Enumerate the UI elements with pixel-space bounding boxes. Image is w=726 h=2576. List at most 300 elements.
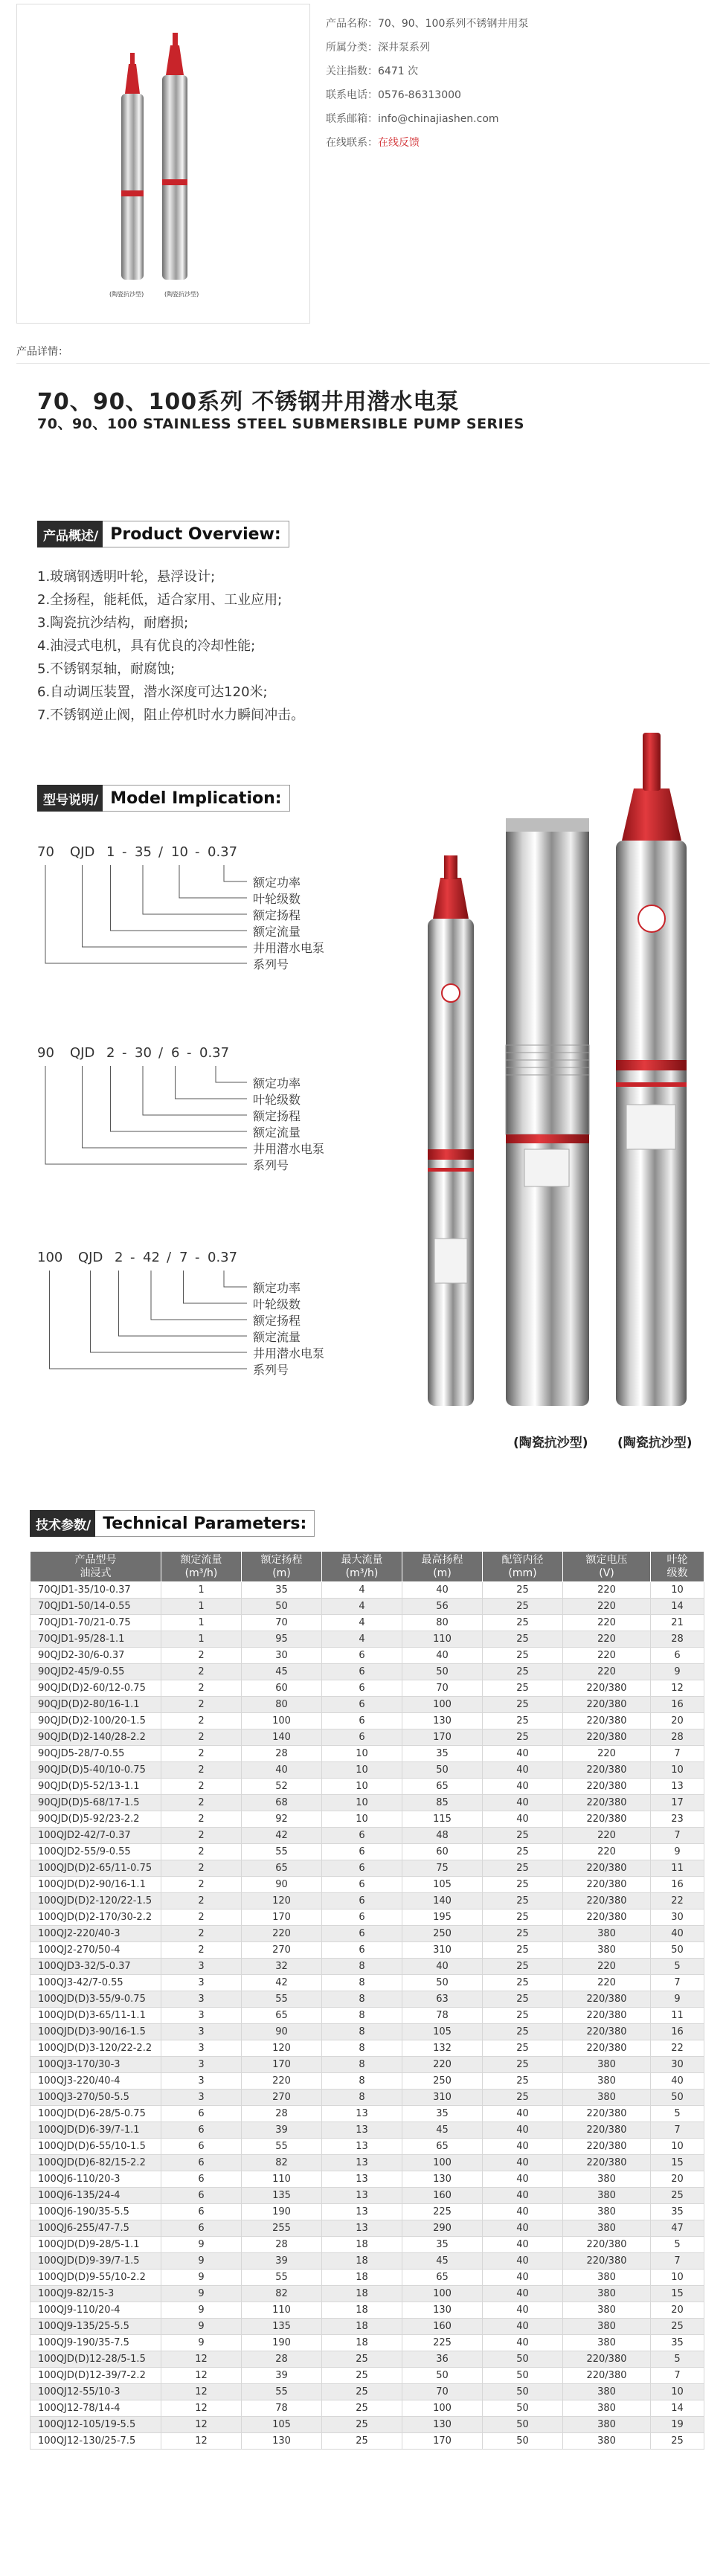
model-code-part: 7 xyxy=(179,1250,188,1265)
table-cell: 380 xyxy=(563,2400,651,2417)
table-cell: 220/380 xyxy=(563,1762,651,1779)
model-leader-lines xyxy=(37,844,424,993)
table-row xyxy=(30,1811,704,1828)
table-cell: 50 xyxy=(402,2368,483,2384)
table-cell: 380 xyxy=(563,2057,651,2073)
leader-line xyxy=(91,1271,248,1352)
table-cell: 132 xyxy=(402,2040,483,2057)
model-label: 额定流量 xyxy=(253,1330,301,1344)
model-code-part: / xyxy=(158,844,164,860)
table-cell: 65 xyxy=(402,2139,483,2155)
table-cell: 18 xyxy=(322,2335,402,2351)
table-cell: 55 xyxy=(242,2139,322,2155)
table-cell: 1 xyxy=(161,1631,242,1648)
model-code-part: QJD xyxy=(70,844,95,860)
table-cell: 7 xyxy=(651,2253,704,2270)
table-cell: 40 xyxy=(483,1795,563,1811)
table-cell: 25 xyxy=(483,1631,563,1648)
model-label: 系列号 xyxy=(253,1363,289,1377)
model-label: 叶轮级数 xyxy=(253,892,301,906)
table-row xyxy=(30,2204,704,2220)
table-cell: 220/380 xyxy=(563,2253,651,2270)
table-cell: 6 xyxy=(322,1828,402,1844)
table-cell: 2 xyxy=(161,1844,242,1860)
table-cell: 40 xyxy=(483,1779,563,1795)
table-cell: 380 xyxy=(563,1942,651,1959)
table-cell: 82 xyxy=(242,2286,322,2302)
table-cell: 220/380 xyxy=(563,1713,651,1729)
table-cell: 85 xyxy=(402,1795,483,1811)
table-cell: 18 xyxy=(322,2237,402,2253)
table-cell: 7 xyxy=(651,2368,704,2384)
table-cell: 380 xyxy=(563,2384,651,2400)
model-label: 系列号 xyxy=(253,1158,289,1172)
table-cell: 8 xyxy=(322,2057,402,2073)
table-cell: 40 xyxy=(483,2188,563,2204)
table-cell: 220/380 xyxy=(563,1893,651,1909)
table-cell: 220 xyxy=(563,1844,651,1860)
table-cell: 310 xyxy=(402,1942,483,1959)
table-cell: 250 xyxy=(402,2073,483,2090)
table-row xyxy=(30,2302,704,2319)
leader-line xyxy=(83,865,248,947)
table-cell: 23 xyxy=(651,1811,704,1828)
table-cell: 90QJD(D)2-60/12-0.75 xyxy=(30,1680,161,1697)
table-row xyxy=(30,2368,704,2384)
table-cell: 195 xyxy=(402,1909,483,1926)
table-cell: 78 xyxy=(402,2008,483,2024)
table-cell: 130 xyxy=(242,2433,322,2450)
table-cell: 1 xyxy=(161,1615,242,1631)
table-cell: 25 xyxy=(651,2433,704,2450)
page-title: 70、90、100系列 不锈钢井用潜水电泵 xyxy=(37,389,460,415)
model-label: 额定功率 xyxy=(253,876,301,890)
table-cell: 170 xyxy=(402,1729,483,1746)
table-cell: 9 xyxy=(161,2253,242,2270)
model-code-part: 90 xyxy=(37,1045,54,1061)
table-row xyxy=(30,1860,704,1877)
model-code-part: 10 xyxy=(171,844,188,860)
table-cell: 25 xyxy=(483,1942,563,1959)
table-cell: 100QJ12-78/14-4 xyxy=(30,2400,161,2417)
table-cell: 6 xyxy=(322,1926,402,1942)
table-header-cell: 最高扬程 (m) xyxy=(402,1552,483,1582)
table-row xyxy=(30,1959,704,1975)
table-cell: 45 xyxy=(402,2122,483,2139)
model-code-part: 100 xyxy=(37,1250,63,1265)
table-cell: 90QJD(D)5-52/13-1.1 xyxy=(30,1779,161,1795)
model-code-part: 0.37 xyxy=(208,844,238,860)
table-cell: 56 xyxy=(402,1599,483,1615)
table-cell: 40 xyxy=(651,2073,704,2090)
table-cell: 70QJD1-50/14-0.55 xyxy=(30,1599,161,1615)
table-cell: 40 xyxy=(483,1811,563,1828)
table-cell: 2 xyxy=(161,1942,242,1959)
table-cell: 25 xyxy=(483,2073,563,2090)
table-cell: 25 xyxy=(483,1926,563,1942)
table-cell: 70 xyxy=(402,2384,483,2400)
table-cell: 28 xyxy=(651,1729,704,1746)
table-cell: 68 xyxy=(242,1795,322,1811)
table-cell: 45 xyxy=(402,2253,483,2270)
table-cell: 18 xyxy=(322,2302,402,2319)
table-cell: 13 xyxy=(322,2188,402,2204)
table-cell: 14 xyxy=(651,1599,704,1615)
table-cell: 40 xyxy=(402,1959,483,1975)
table-cell: 8 xyxy=(322,2024,402,2040)
table-cell: 6 xyxy=(322,1664,402,1680)
table-cell: 40 xyxy=(483,2220,563,2237)
table-row xyxy=(30,1746,704,1762)
table-row xyxy=(30,2090,704,2106)
table-cell: 50 xyxy=(483,2368,563,2384)
table-cell: 100 xyxy=(402,2155,483,2171)
table-cell: 380 xyxy=(563,2188,651,2204)
table-cell: 6 xyxy=(322,1697,402,1713)
table-cell: 25 xyxy=(651,2188,704,2204)
table-cell: 12 xyxy=(651,1680,704,1697)
thumb-caption-right: (陶瓷抗沙型) xyxy=(164,291,199,298)
table-cell: 135 xyxy=(242,2319,322,2335)
table-cell: 40 xyxy=(483,2286,563,2302)
table-cell: 25 xyxy=(483,2040,563,2057)
table-cell: 50 xyxy=(483,2384,563,2400)
table-header-cell: 叶轮 级数 xyxy=(651,1552,704,1582)
table-header-cell: 配管内径 (mm) xyxy=(483,1552,563,1582)
table-cell: 270 xyxy=(242,1942,322,1959)
table-cell: 90QJD(D)5-68/17-1.5 xyxy=(30,1795,161,1811)
table-row xyxy=(30,1975,704,1991)
table-cell: 7 xyxy=(651,2122,704,2139)
table-row xyxy=(30,2335,704,2351)
table-row xyxy=(30,2351,704,2368)
table-cell: 15 xyxy=(651,2286,704,2302)
table-cell: 100QJ12-55/10-3 xyxy=(30,2384,161,2400)
table-cell: 10 xyxy=(651,1582,704,1599)
model-label: 井用潜水电泵 xyxy=(253,1346,325,1361)
table-cell: 10 xyxy=(322,1762,402,1779)
table-cell: 8 xyxy=(322,2090,402,2106)
table-cell: 380 xyxy=(563,2319,651,2335)
table-cell: 100QJ3-170/30-3 xyxy=(30,2057,161,2073)
table-cell: 6 xyxy=(322,1648,402,1664)
table-cell: 90QJD5-28/7-0.55 xyxy=(30,1746,161,1762)
model-code-part: / xyxy=(158,1045,164,1061)
model-label: 叶轮级数 xyxy=(253,1297,301,1311)
table-row xyxy=(30,1582,704,1599)
table-cell: 135 xyxy=(242,2188,322,2204)
table-cell: 100QJD(D)2-170/30-2.2 xyxy=(30,1909,161,1926)
table-cell: 8 xyxy=(322,2073,402,2090)
table-cell: 8 xyxy=(322,2008,402,2024)
table-cell: 100QJ6-255/47-7.5 xyxy=(30,2220,161,2237)
table-cell: 5 xyxy=(651,1959,704,1975)
table-cell: 100QJ9-135/25-5.5 xyxy=(30,2319,161,2335)
table-cell: 220/380 xyxy=(563,2106,651,2122)
table-cell: 28 xyxy=(242,2106,322,2122)
table-cell: 35 xyxy=(402,2106,483,2122)
table-cell: 10 xyxy=(322,1811,402,1828)
table-cell: 11 xyxy=(651,2008,704,2024)
page-subtitle: 70、90、100 STAINLESS STEEL SUBMERSIBLE PUMP SERIES xyxy=(37,416,524,432)
model-label: 额定流量 xyxy=(253,925,301,939)
table-cell: 25 xyxy=(322,2417,402,2433)
table-cell: 25 xyxy=(483,1959,563,1975)
table-cell: 19 xyxy=(651,2417,704,2433)
table-cell: 60 xyxy=(402,1844,483,1860)
table-cell: 220/380 xyxy=(563,2040,651,2057)
table-cell: 70 xyxy=(242,1615,322,1631)
table-cell: 105 xyxy=(402,2024,483,2040)
table-cell: 105 xyxy=(402,1877,483,1893)
model-label: 额定功率 xyxy=(253,1281,301,1295)
feature-item: 3.陶瓷抗沙结构，耐磨损; xyxy=(37,615,189,631)
table-cell: 13 xyxy=(322,2220,402,2237)
table-cell: 10 xyxy=(651,1762,704,1779)
table-cell: 3 xyxy=(161,2024,242,2040)
table-row xyxy=(30,1779,704,1795)
table-cell: 75 xyxy=(402,1860,483,1877)
table-cell: 20 xyxy=(651,2302,704,2319)
table-cell: 65 xyxy=(402,2270,483,2286)
table-cell: 25 xyxy=(483,2090,563,2106)
table-row xyxy=(30,2188,704,2204)
table-row xyxy=(30,2270,704,2286)
table-cell: 220/380 xyxy=(563,2351,651,2368)
table-cell: 110 xyxy=(242,2171,322,2188)
table-cell: 1 xyxy=(161,1582,242,1599)
table-cell: 25 xyxy=(322,2400,402,2417)
table-cell: 10 xyxy=(651,2384,704,2400)
table-cell: 25 xyxy=(483,2008,563,2024)
table-header-cell: 额定扬程 (m) xyxy=(242,1552,322,1582)
table-cell: 9 xyxy=(161,2319,242,2335)
table-cell: 380 xyxy=(563,2073,651,2090)
category-link[interactable]: 深井泵系列 xyxy=(378,42,430,54)
table-cell: 220/380 xyxy=(563,2155,651,2171)
table-row xyxy=(30,1795,704,1811)
table-cell: 63 xyxy=(402,1991,483,2008)
table-cell: 25 xyxy=(483,1664,563,1680)
table-cell: 220 xyxy=(563,1582,651,1599)
feature-item: 1.玻璃钢透明叶轮，悬浮设计; xyxy=(37,569,216,585)
table-cell: 2 xyxy=(161,1664,242,1680)
table-row xyxy=(30,1844,704,1860)
table-row xyxy=(30,2220,704,2237)
table-cell: 10 xyxy=(651,2270,704,2286)
pump-thumbnail-image xyxy=(91,19,240,309)
table-cell: 2 xyxy=(161,1697,242,1713)
table-row xyxy=(30,2122,704,2139)
table-cell: 130 xyxy=(402,2417,483,2433)
table-cell: 55 xyxy=(242,2384,322,2400)
table-cell: 35 xyxy=(402,1746,483,1762)
table-cell: 380 xyxy=(563,2171,651,2188)
table-cell: 50 xyxy=(402,1762,483,1779)
table-cell: 18 xyxy=(322,2253,402,2270)
table-cell: 130 xyxy=(402,2302,483,2319)
table-cell: 22 xyxy=(651,1893,704,1909)
table-cell: 40 xyxy=(651,1926,704,1942)
table-cell: 25 xyxy=(483,2057,563,2073)
contact-phone: 联系电话：0576-86313000 xyxy=(326,89,461,101)
leader-line xyxy=(224,1271,247,1287)
table-cell: 25 xyxy=(483,1877,563,1893)
table-cell: 10 xyxy=(322,1779,402,1795)
table-cell: 160 xyxy=(402,2188,483,2204)
table-cell: 39 xyxy=(242,2368,322,2384)
table-cell: 40 xyxy=(242,1762,322,1779)
table-cell: 100QJ12-130/25-7.5 xyxy=(30,2433,161,2450)
table-cell: 55 xyxy=(242,1991,322,2008)
table-cell: 48 xyxy=(402,1828,483,1844)
table-cell: 5 xyxy=(651,2106,704,2122)
product-info xyxy=(326,12,528,155)
table-row xyxy=(30,1713,704,1729)
table-cell: 95 xyxy=(242,1631,322,1648)
table-cell: 9 xyxy=(651,1991,704,2008)
table-cell: 9 xyxy=(161,2335,242,2351)
feature-item: 5.不锈钢泵轴，耐腐蚀; xyxy=(37,661,176,677)
table-cell: 170 xyxy=(242,1909,322,1926)
feedback-link[interactable]: 在线反馈 xyxy=(378,137,420,149)
table-cell: 2 xyxy=(161,1746,242,1762)
table-cell: 100 xyxy=(402,1697,483,1713)
table-cell: 40 xyxy=(483,2106,563,2122)
table-cell: 220 xyxy=(242,2073,322,2090)
table-row xyxy=(30,1877,704,1893)
table-cell: 13 xyxy=(322,2204,402,2220)
table-cell: 115 xyxy=(402,1811,483,1828)
table-cell: 220/380 xyxy=(563,1779,651,1795)
table-cell: 380 xyxy=(563,2417,651,2433)
table-cell: 65 xyxy=(242,2008,322,2024)
table-cell: 220 xyxy=(563,1664,651,1680)
table-cell: 20 xyxy=(651,1713,704,1729)
model-code-part: - xyxy=(130,1250,135,1265)
table-cell: 6 xyxy=(161,2122,242,2139)
table-cell: 220/380 xyxy=(563,1877,651,1893)
table-cell: 16 xyxy=(651,1877,704,1893)
table-cell: 160 xyxy=(402,2319,483,2335)
table-cell: 16 xyxy=(651,1697,704,1713)
table-cell: 220/380 xyxy=(563,2008,651,2024)
table-row xyxy=(30,2417,704,2433)
table-cell: 2 xyxy=(161,1860,242,1877)
table-cell: 6 xyxy=(322,1860,402,1877)
table-cell: 50 xyxy=(483,2351,563,2368)
table-cell: 47 xyxy=(651,2220,704,2237)
table-cell: 13 xyxy=(322,2139,402,2155)
feature-item: 7.不锈钢逆止阀，阻止停机时水力瞬间冲击。 xyxy=(37,707,305,723)
table-row xyxy=(30,2008,704,2024)
table-cell: 25 xyxy=(322,2433,402,2450)
table-cell: 30 xyxy=(651,1909,704,1926)
table-row xyxy=(30,1942,704,1959)
table-cell: 70QJD1-35/10-0.37 xyxy=(30,1582,161,1599)
model-code-part: - xyxy=(122,844,127,860)
table-cell: 190 xyxy=(242,2335,322,2351)
table-cell: 220 xyxy=(563,1599,651,1615)
model-code-part: 6 xyxy=(171,1045,180,1061)
model-leader-lines xyxy=(37,1045,424,1194)
contact-email: 联系邮箱：info@chinajiashen.com xyxy=(326,113,499,125)
table-cell: 170 xyxy=(242,2057,322,2073)
table-cell: 380 xyxy=(563,2090,651,2106)
table-row xyxy=(30,2319,704,2335)
product-thumbnail[interactable] xyxy=(16,4,310,324)
table-cell: 45 xyxy=(242,1664,322,1680)
table-cell: 7 xyxy=(651,1975,704,1991)
table-cell: 120 xyxy=(242,2040,322,2057)
table-body xyxy=(30,1582,704,2450)
table-cell: 15 xyxy=(651,2155,704,2171)
table-cell: 9 xyxy=(161,2237,242,2253)
table-cell: 40 xyxy=(483,2335,563,2351)
model-label: 系列号 xyxy=(253,957,289,971)
leader-line xyxy=(83,1066,248,1148)
table-cell: 105 xyxy=(242,2417,322,2433)
table-cell: 13 xyxy=(322,2155,402,2171)
table-cell: 40 xyxy=(483,1762,563,1779)
table-cell: 40 xyxy=(483,2155,563,2171)
table-cell: 2 xyxy=(161,1795,242,1811)
table-cell: 25 xyxy=(322,2384,402,2400)
table-cell: 100QJD(D)6-55/10-1.5 xyxy=(30,2139,161,2155)
table-cell: 220 xyxy=(563,1615,651,1631)
table-cell: 220/380 xyxy=(563,2237,651,2253)
model-code-block xyxy=(37,844,424,993)
table-header-cell: 产品型号 油浸式 xyxy=(30,1552,161,1582)
table-cell: 100QJD(D)12-28/5-1.5 xyxy=(30,2351,161,2368)
table-cell: 40 xyxy=(402,1582,483,1599)
table-cell: 90 xyxy=(242,1877,322,1893)
table-cell: 100QJD3-32/5-0.37 xyxy=(30,1959,161,1975)
leader-line xyxy=(143,865,247,914)
table-cell: 6 xyxy=(651,1648,704,1664)
table-cell: 90QJD2-45/9-0.55 xyxy=(30,1664,161,1680)
table-cell: 100QJD(D)6-39/7-1.1 xyxy=(30,2122,161,2139)
table-cell: 380 xyxy=(563,2286,651,2302)
table-cell: 140 xyxy=(402,1893,483,1909)
table-cell: 90QJD(D)2-80/16-1.1 xyxy=(30,1697,161,1713)
table-cell: 220/380 xyxy=(563,2139,651,2155)
table-row xyxy=(30,1729,704,1746)
feature-item: 6.自动调压装置，潜水深度可达120米; xyxy=(37,684,268,700)
table-cell: 130 xyxy=(402,1713,483,1729)
model-code-part: 70 xyxy=(37,844,54,860)
table-cell: 50 xyxy=(242,1599,322,1615)
model-code-part: QJD xyxy=(70,1045,95,1061)
table-cell: 25 xyxy=(483,1599,563,1615)
table-cell: 9 xyxy=(161,2270,242,2286)
table-cell: 40 xyxy=(483,2171,563,2188)
table-cell: 25 xyxy=(483,1844,563,1860)
table-row xyxy=(30,1828,704,1844)
table-cell: 220/380 xyxy=(563,1991,651,2008)
table-cell: 3 xyxy=(161,2040,242,2057)
table-cell: 40 xyxy=(402,1648,483,1664)
table-cell: 380 xyxy=(563,2433,651,2450)
model-code-part: 42 xyxy=(143,1250,160,1265)
table-cell: 80 xyxy=(402,1615,483,1631)
table-cell: 100QJD2-55/9-0.55 xyxy=(30,1844,161,1860)
feature-item: 4.油浸式电机，具有优良的冷却性能; xyxy=(37,638,256,654)
table-row xyxy=(30,2057,704,2073)
table-cell: 100QJ9-82/15-3 xyxy=(30,2286,161,2302)
table-row xyxy=(30,2253,704,2270)
table-cell: 28 xyxy=(242,2237,322,2253)
